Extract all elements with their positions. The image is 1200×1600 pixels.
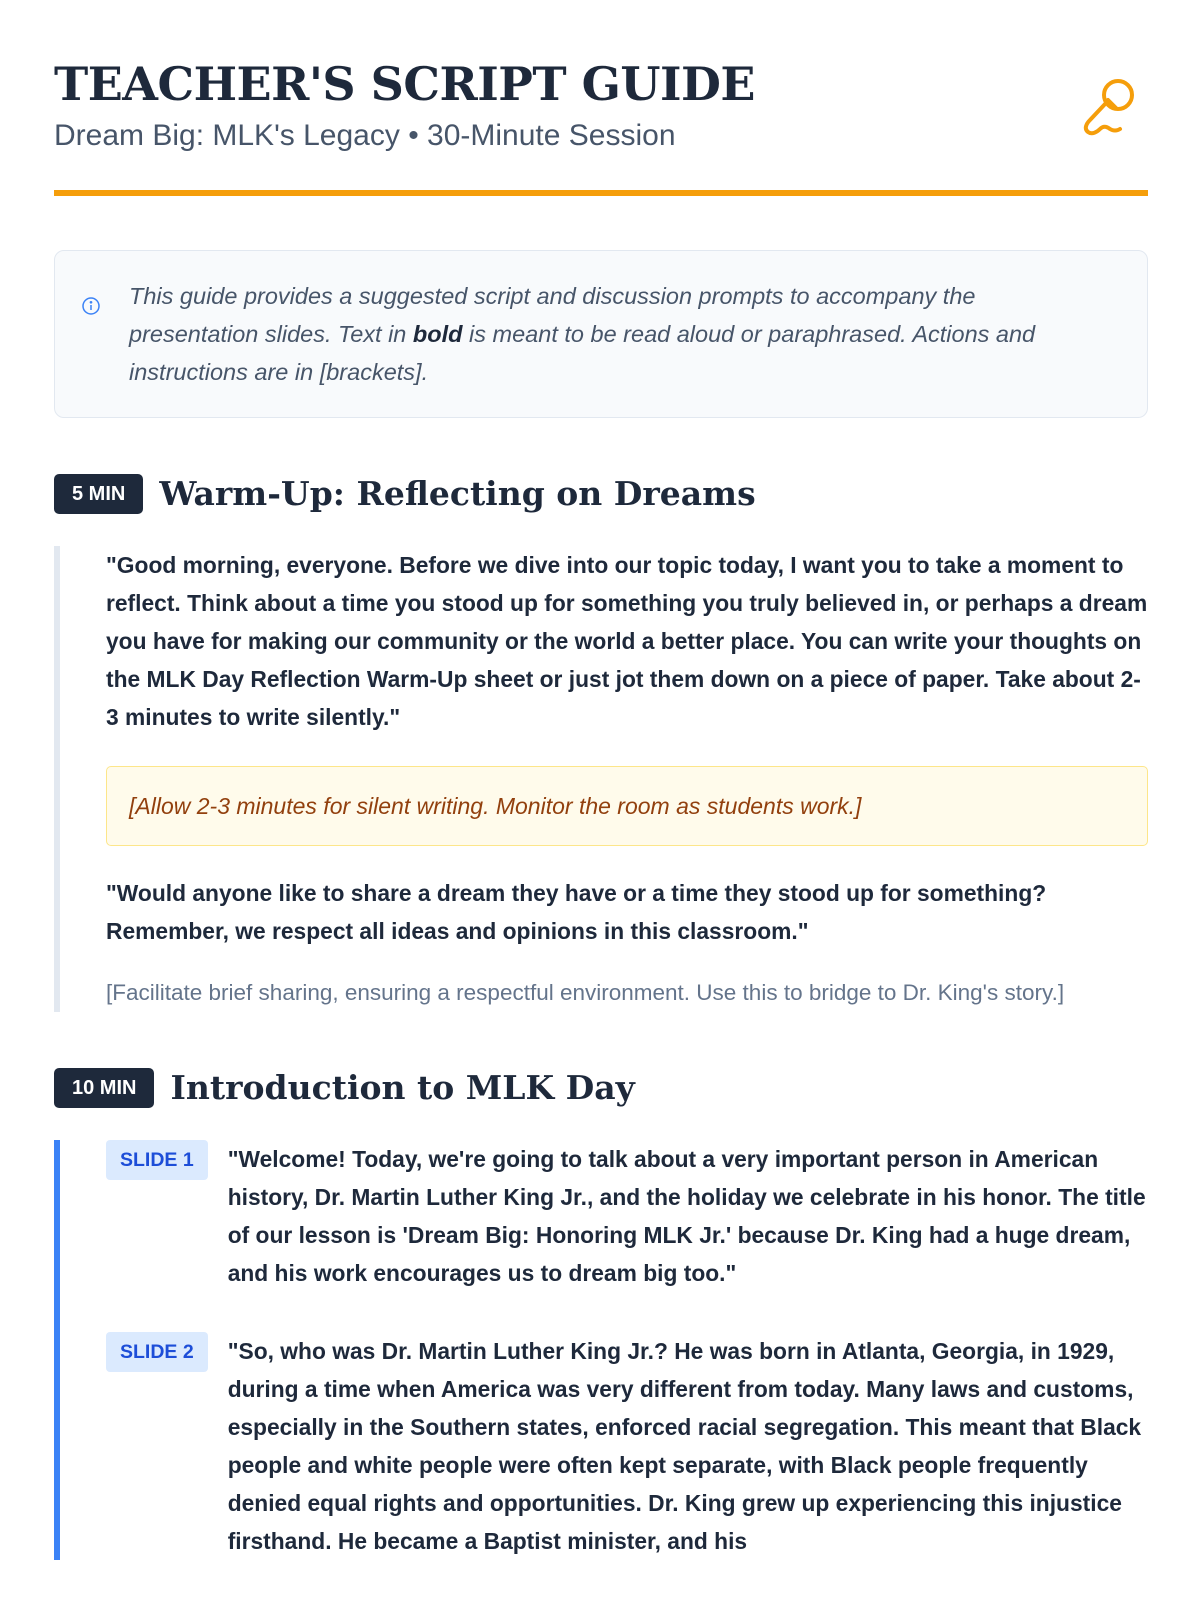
slide-tag: SLIDE 1 [106,1140,208,1180]
section-header [54,1066,1148,1110]
info-text-part: is meant to be read aloud or paraphrased. Actions and instructions are in [brackets]. [129,321,1036,385]
script-text: "Good morning, everyone. Before we dive into our topic today, I want you to take a moment to reflect. Think about a time you stood up for something you truly believed in, or perhaps a dream you have for making our community or the world a better place. You can write your thoughts on the MLK Day Reflection Warm-Up sheet or just jot them down on a piece of paper. Take about 2-3 minutes to write silently." [106,552,1148,730]
action-callout: [Allow 2-3 minutes for silent writing. Monitor the room as students work.] [106,766,1148,846]
header [54,0,1148,196]
section-introduction [54,1066,1148,1560]
page-subtitle: Dream Big: MLK's Legacy • 30-Minute Session [54,119,676,152]
microphone-icon [1076,74,1142,140]
time-badge: 10 MIN [54,1068,154,1108]
info-box [54,250,1148,418]
section-body [54,546,1148,1012]
script-text: "Welcome! Today, we're going to talk about a very important person in American history, Dr. Martin Luther King Jr., and the holiday we celebrate in his honor. The title of our lesson is 'Dream Big: Honoring MLK Jr.' because Dr. King had a huge dream, and his work encourages us to dream big too." [227,1146,1146,1286]
section-title: Introduction to MLK Day [170,1068,635,1107]
section-warm-up [54,472,1148,1012]
section-header [54,472,1148,516]
action-note: [Facilitate brief sharing, ensuring a respectful environment. Use this to bridge to Dr. King's story.] [106,980,1065,1005]
script-guide-page [54,0,1148,1560]
section-body [54,1140,1148,1560]
slide-tag: SLIDE 2 [106,1332,208,1372]
info-icon [81,296,101,316]
info-bold-word: bold [412,321,463,347]
time-badge: 5 MIN [54,474,143,514]
info-text [129,277,1099,391]
info-text-part: This guide provides a suggested script and discussion prompts to accompany the presentation slides. Text in [129,283,976,347]
section-title: Warm-Up: Reflecting on Dreams [159,474,756,513]
slide-row [106,1332,1148,1560]
script-text: "So, who was Dr. Martin Luther King Jr.? He was born in Atlanta, Georgia, in 1929, during a time when America was very different from today. Many laws and customs, especially in the Southern states, enforced racial segregation. This meant that Black people and white people were often kept separate, with Black people frequently denied equal rights and opportunities. Dr. King grew up experiencing this injustice firsthand. He became a Baptist minister, and his [227,1338,1142,1554]
page-title: TEACHER'S SCRIPT GUIDE [54,57,755,111]
script-text: "Would anyone like to share a dream they have or a time they stood up for something? Remember, we respect all ideas and opinions in this classroom." [106,880,1047,944]
slide-row [106,1140,1148,1292]
